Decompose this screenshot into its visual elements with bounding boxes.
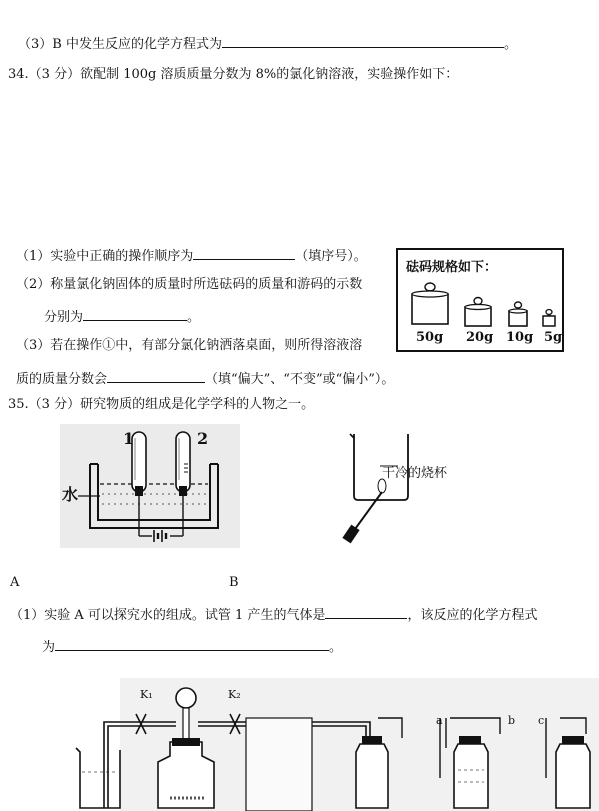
q33-part3-end: 。 [503, 37, 517, 52]
q35-part1-end: 。 [329, 640, 343, 655]
q34-part2-line1: （2）称量氯化钠固体的质量时所选砝码的质量和游码的示数 [16, 277, 363, 292]
figure-a-electrolysis [60, 424, 240, 548]
q33-part3 [18, 33, 517, 54]
q35-equation-blank[interactable] [55, 636, 329, 651]
q34-part2-end: 。 [187, 310, 201, 325]
q35-part1-line1 [10, 604, 537, 625]
port-a-label: a [436, 714, 443, 727]
valve-k1-label: K₁ [140, 688, 153, 701]
q34-part3-end: （填“偏大”、“不变”或“偏小”）。 [205, 372, 395, 387]
q34-header: 34.（3 分）欲配制 100g 溶质质量分数为 8%的氯化钠溶液，实验操作如下： [8, 67, 459, 82]
figure-b-label: B [229, 575, 239, 590]
q35-part1-text: （1）实验 A 可以探究水的组成。试管 1 产生的气体是 [10, 608, 326, 623]
weight-10g-icon [509, 302, 527, 326]
port-c-label: c [538, 714, 545, 727]
q35-part1-prefix: 为 [42, 640, 56, 655]
q33-answer-blank[interactable] [222, 33, 504, 48]
tube-2-label: 2 [197, 429, 209, 448]
q33-part3-text: （3）B 中发生反应的化学方程式为 [18, 37, 222, 52]
weight-20g-icon [465, 298, 491, 327]
q35-part1-mid: ，该反应的化学方程式 [407, 608, 538, 623]
figure-a-label: A [10, 575, 20, 590]
q34-part3-blank[interactable] [107, 368, 205, 383]
q34-part3-line1: （3）若在操作①中，有部分氯化钠洒落桌面，则所得溶液溶 [16, 338, 363, 353]
weight-label-50g: 50g [416, 330, 444, 345]
q35-part1-line2 [42, 636, 342, 657]
q34-part2-text: 分别为 [44, 310, 84, 325]
weight-label-5g: 5g [544, 330, 563, 345]
q34-part3-text: 质的质量分数会 [16, 372, 108, 387]
q34-part1-end: （填序号）。 [295, 249, 367, 264]
q34-part1-blank[interactable] [193, 245, 295, 260]
weights-spec-box [396, 248, 564, 352]
weight-5g-icon [543, 310, 555, 327]
q35-header: 35.（3 分）研究物质的组成是化学学科的人物之一。 [8, 397, 315, 412]
tube-1-label: 1 [123, 429, 135, 448]
figure-b-beaker [340, 430, 440, 550]
q34-part1-text: （1）实验中正确的操作顺序为 [16, 249, 194, 264]
q34-part2-line2 [44, 306, 200, 327]
weight-label-20g: 20g [466, 330, 494, 345]
cold-beaker-callout: 干冷的烧杯 [382, 466, 448, 481]
q34-part2-blank[interactable] [83, 306, 187, 321]
q35-gas-blank[interactable] [325, 604, 407, 619]
weights-title: 砝码规格如下： [406, 260, 498, 275]
weight-50g-icon [412, 283, 448, 324]
port-b-label: b [508, 714, 516, 727]
q34-part1 [16, 245, 367, 266]
weight-label-10g: 10g [506, 330, 534, 345]
valve-k2-label: K₂ [228, 688, 241, 701]
q34-part3-line2 [16, 368, 394, 389]
water-label: 水 [62, 485, 79, 504]
